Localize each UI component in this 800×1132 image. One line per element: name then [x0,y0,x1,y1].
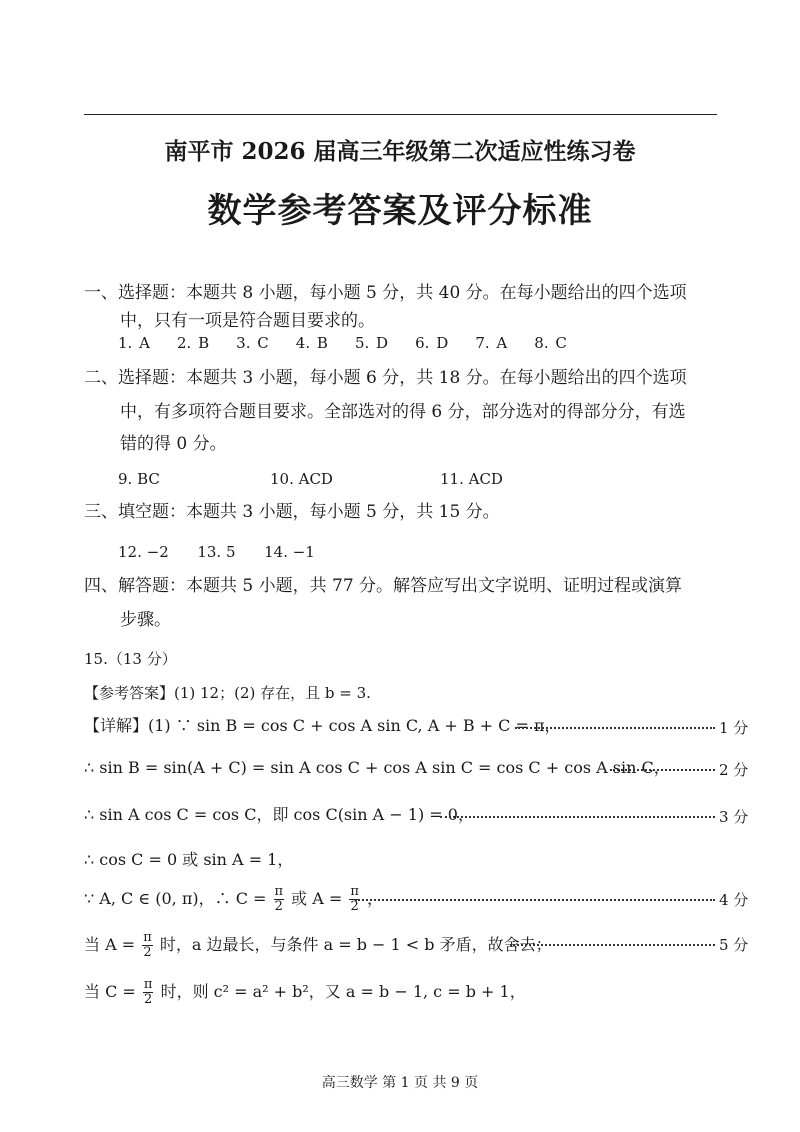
score-4: 4 分 [719,891,749,909]
dotted-leader [355,899,715,901]
dotted-leader [440,816,715,818]
section2-line3: 错的得 0 分。 [120,434,227,454]
step5-text-b: 或 A = [291,889,343,908]
fraction-pi-over-2: $\frac{\pi}{2}$ [143,977,153,1007]
q15-step5 [84,884,383,914]
step7-text-b: 时，则 c² = a² + b²，又 a = b − 1, c = b + 1， [160,982,526,1001]
fraction-pi-over-2: $\frac{\pi}{2}$ [274,884,284,914]
exam-title: 南平市 2026 届高三年级第二次适应性练习卷 [164,138,636,165]
step6-text-b: 时，a 边最长，与条件 a = b − 1 < b 矛盾，故舍去； [159,935,552,954]
q15-step6 [84,930,552,960]
q15-step3: ∴ sin A cos C = cos C，即 cos C(sin A − 1) = 0， [84,805,474,824]
step5-text-a: ∵ A, C ∈ (0, π)，∴ C = [84,889,267,908]
section1-line1: 一、选择题：本题共 8 小题，每小题 5 分，共 40 分。在每小题给出的四个选项 [84,283,687,303]
step5-text-c: ， [367,889,384,908]
dotted-leader [510,944,715,946]
section2-line1: 二、选择题：本题共 3 小题，每小题 6 分，共 18 分。在每小题给出的四个选项 [84,368,687,388]
section4-line2: 步骤。 [120,610,171,630]
q15-step2: ∴ sin B = sin(A + C) = sin A cos C + cos A sin C = cos C + cos A sin C， [84,758,670,777]
answer-11: 11. ACD [440,470,503,488]
q15-heading: 15.（13 分） [84,650,177,668]
section3-answers: 12. −2 13. 5 14. −1 [118,543,315,561]
score-2: 2 分 [719,761,749,779]
document-title: 数学参考答案及评分标准 [207,191,593,231]
section1-line2: 中，只有一项是符合题目要求的。 [120,311,375,331]
answer-10: 10. ACD [270,470,333,488]
q15-step4: ∴ cos C = 0 或 sin A = 1， [84,850,294,869]
q15-step1: 【详解】(1) ∵ sin B = cos C + cos A sin C, A + B + C = π， [84,716,561,735]
top-rule [84,114,717,115]
score-3: 3 分 [719,808,749,826]
step6-text-a: 当 A = [84,935,136,954]
q15-reference-answer: 【参考答案】(1) 12；(2) 存在，且 b = 3. [84,684,371,702]
section1-answers: 1. A 2. B 3. C 4. B 5. D 6. D 7. A 8. C [118,334,567,352]
q15-step7 [84,977,526,1007]
fraction-pi-over-2: $\frac{\pi}{2}$ [350,884,359,914]
score-5: 5 分 [719,936,749,954]
section2-line2: 中，有多项符合题目要求。全部选对的得 6 分，部分选对的得部分分，有选 [120,402,686,422]
page-footer: 高三数学 第 1 页 共 9 页 [321,1075,479,1091]
section3-line1: 三、填空题：本题共 3 小题，每小题 5 分，共 15 分。 [84,502,500,522]
section4-line1: 四、解答题：本题共 5 小题，共 77 分。解答应写出文字说明、证明过程或演算 [84,576,683,596]
fraction-pi-over-2: $\frac{\pi}{2}$ [143,930,152,960]
step7-text-a: 当 C = [84,982,136,1001]
answer-9: 9. BC [118,470,160,488]
dotted-leader [610,769,715,771]
dotted-leader [515,727,715,729]
score-1: 1 分 [719,719,749,737]
